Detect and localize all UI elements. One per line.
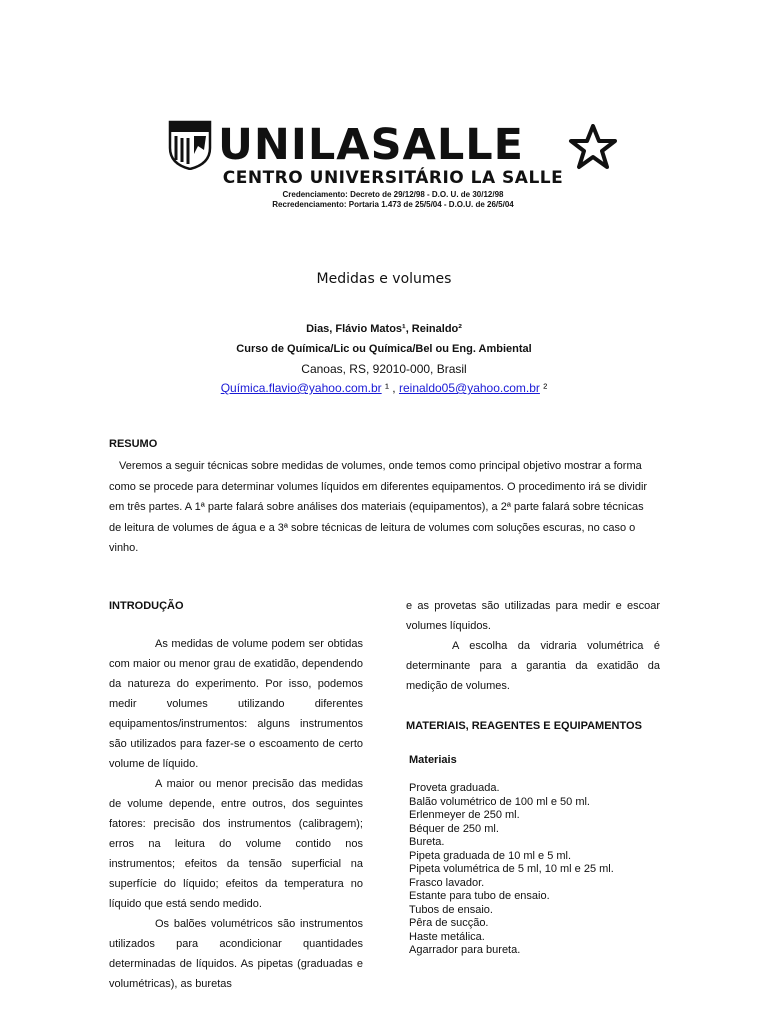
left-column <box>109 596 363 994</box>
recredenciamento: Recredenciamento: Portaria 1.473 de 25/5/04 - D.O.U. de 26/5/04 <box>272 200 514 209</box>
intro-paragraph-3-cont: e as provetas são utilizadas para medir e escoar volumes líquidos. <box>406 600 660 632</box>
unilasalle-logo <box>166 118 626 214</box>
list-item: Proveta graduada. <box>409 782 500 794</box>
list-item: Bureta. <box>409 836 445 848</box>
star-icon <box>568 124 618 170</box>
list-item: Erlenmeyer de 250 ml. <box>409 809 520 821</box>
email-sup-1: ¹ , <box>381 381 399 395</box>
paper-title: Medidas e volumes <box>316 271 452 287</box>
emails <box>0 381 768 395</box>
list-item: Pipeta graduada de 10 ml e 5 ml. <box>409 849 572 862</box>
email-sup-2: ² <box>539 381 548 395</box>
materials-section-heading: MATERIAIS, REAGENTES E EQUIPAMENTOS <box>406 720 642 732</box>
intro-heading: INTRODUÇÃO <box>109 600 184 612</box>
intro-paragraph-4: A escolha da vidraria volumétrica é determinante para a garantia da exatidão da medição de volumes. <box>406 640 660 692</box>
intro-paragraph-2: A maior ou menor precisão das medidas de volume depende, entre outros, dos seguintes fatores: precisão dos instrumentos (calibragem); erros na leitura do volume contido nos instrumentos; efeitos da tensão superficial na superfície do líquido; efeitos da temperatura no líquido que está sendo medido. <box>109 778 363 910</box>
email-link-2[interactable]: reinaldo05@yahoo.com.br <box>398 381 540 395</box>
resumo-heading: RESUMO <box>109 438 158 450</box>
intro-paragraph-1: As medidas de volume podem ser obtidas com maior ou menor grau de exatidão, dependendo da natureza do experimento. Por isso, podemos medir volumes utilizando diferentes equipamentos/instrumentos: alguns instrumentos são utilizados para fazer-se o escoamento de certo volume de líquido. <box>109 638 363 770</box>
list-item: Pêra de sucção. <box>409 917 489 929</box>
materials-subheading: Materiais <box>409 754 457 766</box>
list-item: Haste metálica. <box>409 930 485 943</box>
email-link-1[interactable]: Química.flavio@yahoo.com.br <box>220 381 382 395</box>
list-item: Tubos de ensaio. <box>409 903 493 916</box>
materials-list <box>409 782 660 958</box>
logo-subtitle: CENTRO UNIVERSITÁRIO LA SALLE <box>222 168 564 188</box>
address: Canoas, RS, 92010-000, Brasil <box>301 362 467 376</box>
logo-wordmark: UNILASALLE <box>218 120 525 170</box>
credenciamento: Credenciamento: Decreto de 29/12/98 - D.O. U. de 30/12/98 <box>282 190 504 199</box>
list-item: Pipeta volumétrica de 5 ml, 10 ml e 25 ml. <box>409 863 614 875</box>
shield-emblem-icon <box>168 120 212 170</box>
list-item: Frasco lavador. <box>409 876 485 889</box>
right-column <box>406 596 660 958</box>
intro-paragraph-3: Os balões volumétricos são instrumentos utilizados para acondicionar quantidades determinadas de líquidos. As pipetas (graduadas e volumétricas), as buretas <box>109 918 363 990</box>
authors: Dias, Flávio Matos¹, Reinaldo² <box>306 323 462 335</box>
list-item: Agarrador para bureta. <box>409 944 521 956</box>
list-item: Balão volumétrico de 100 ml e 50 ml. <box>409 795 590 808</box>
list-item: Estante para tubo de ensaio. <box>409 890 550 902</box>
list-item: Béquer de 250 ml. <box>409 822 499 835</box>
course: Curso de Química/Lic ou Química/Bel ou Eng. Ambiental <box>236 343 532 355</box>
accreditation-text <box>218 190 568 210</box>
resumo-text: Veremos a seguir técnicas sobre medidas de volumes, onde temos como principal objetivo mostrar a forma como se procede para determinar volumes líquidos em diferentes equipamentos. O procedimento irá se dividir em três partes. A 1ª parte falará sobre análises dos materiais (equipamentos), a 2ª parte falará sobre técnicas de leitura de volumes de água e a 3ª sobre técnicas de leitura de volumes com soluções escuras, no caso o vinho. <box>109 460 648 554</box>
